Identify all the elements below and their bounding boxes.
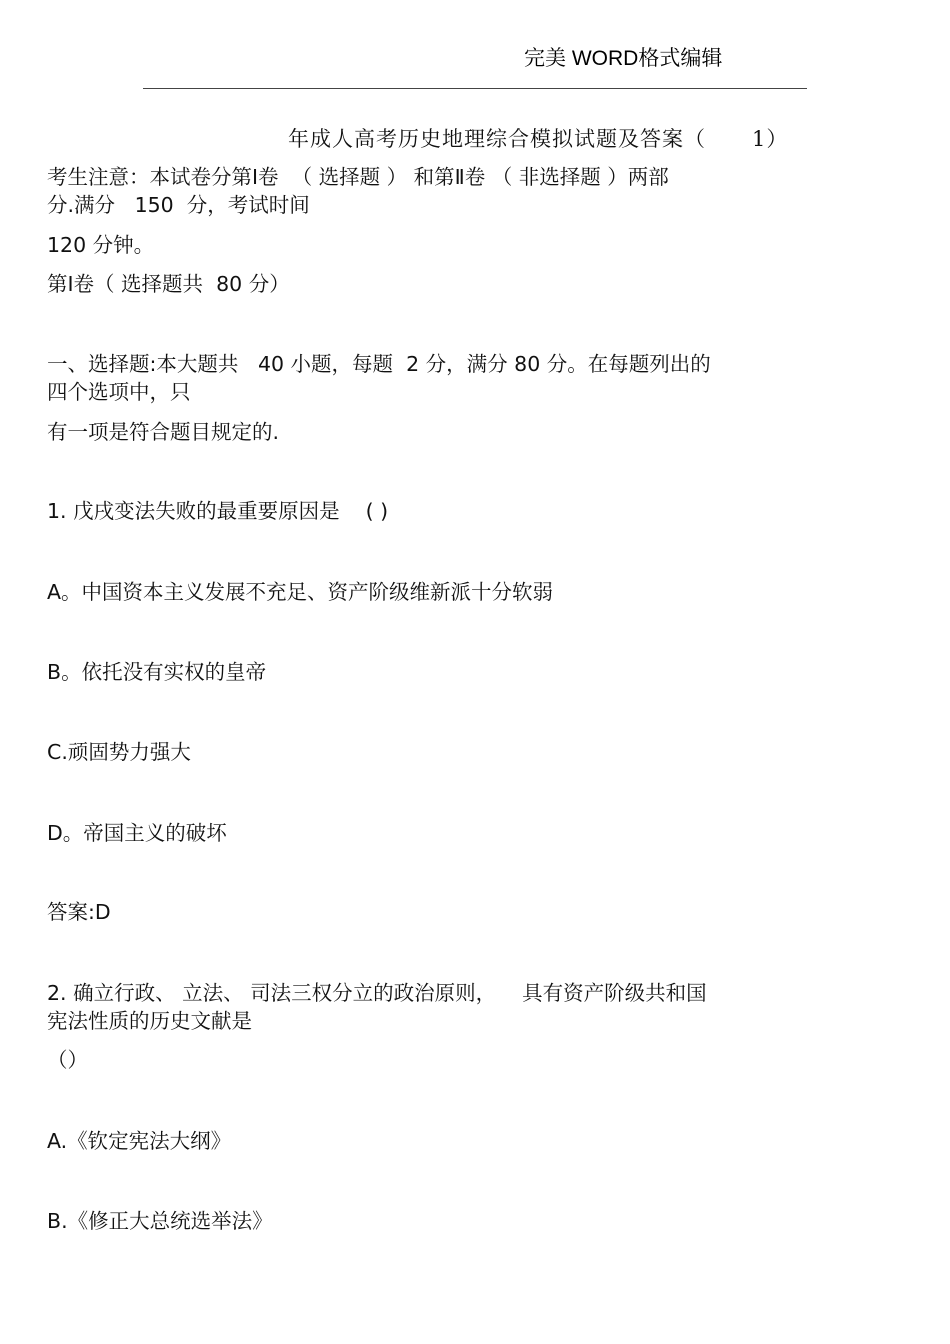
question-2-stem-line-1: 2. 确立行政、 立法、 司法三权分立的政治原则， 具有资产阶级共和国 (47, 981, 707, 1005)
section-line-2: 四个选项中，只 (47, 380, 191, 404)
question-1-answer: 答案:D (47, 900, 111, 924)
question-1-option-b: B。依托没有实权的皇帝 (47, 660, 267, 684)
notice-line-2: 分.满分 150 分，考试时间 (47, 193, 310, 217)
notice-line-1: 考生注意：本试卷分第Ⅰ卷 （ 选择题 ） 和第Ⅱ卷 （ 非选择题 ）两部 (47, 165, 669, 189)
document-title: 年成人高考历史地理综合模拟试题及答案（ 1） (288, 127, 789, 151)
section-line-3: 有一项是符合题目规定的. (47, 420, 280, 444)
question-1-option-a: A。中国资本主义发展不充足、资产阶级维新派十分软弱 (47, 580, 554, 604)
question-2-stem-line-3: （） (47, 1048, 88, 1072)
question-2-stem-line-2: 宪法性质的历史文献是 (47, 1009, 252, 1033)
question-1-option-c: C.顽固势力强大 (47, 740, 191, 764)
notice-line-3: 120 分钟。 (47, 233, 155, 257)
section-line-1: 一、选择题:本大题共 40 小题，每题 2 分，满分 80 分。在每题列出的 (47, 352, 711, 376)
page-header-label: 完美 WORD格式编辑 (524, 47, 723, 70)
question-2-option-a: A.《钦定宪法大纲》 (47, 1129, 232, 1153)
question-1-option-d: D。帝国主义的破坏 (47, 821, 227, 845)
question-1-stem: 1. 戊戌变法失败的最重要原因是 ( ) (47, 499, 389, 523)
question-2-option-b: B.《修正大总统选举法》 (47, 1209, 273, 1233)
part1-heading: 第Ⅰ卷（ 选择题共 80 分） (47, 272, 290, 296)
header-divider (143, 88, 807, 89)
